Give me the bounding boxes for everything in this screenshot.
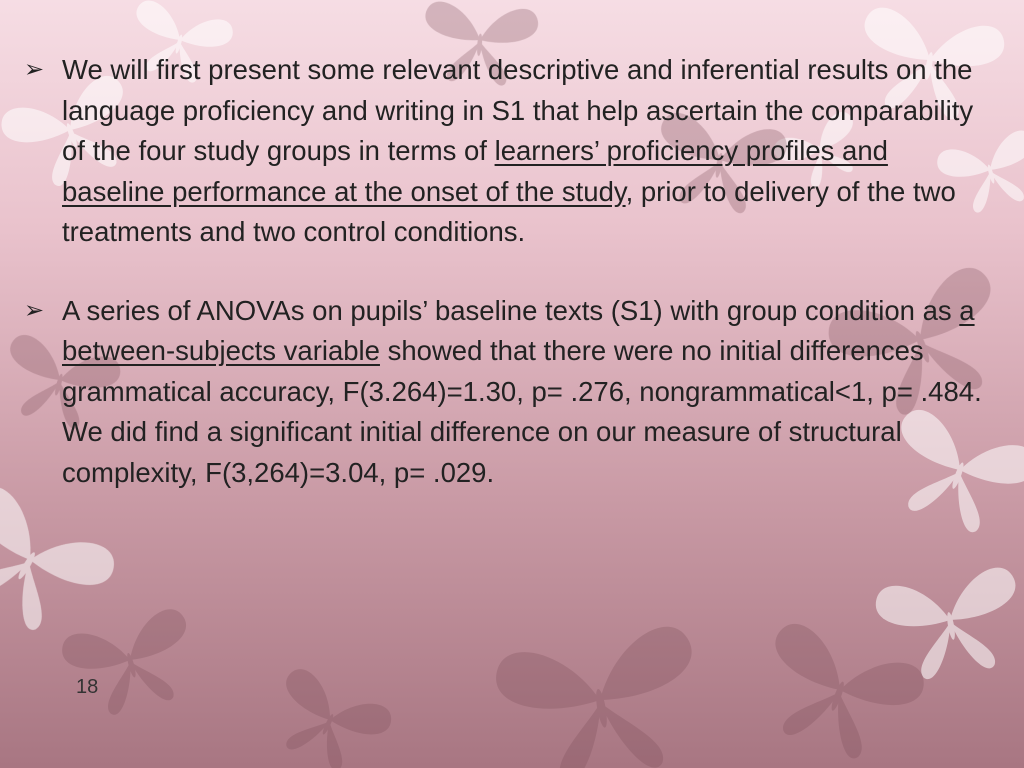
bullet-point-1 [22, 50, 982, 253]
bullet-2-text-end: showed that there were no initial differences grammatical accuracy, F(3.264)=1.30, p= .276, nongrammatical<1, p= .484. We did find a significant initial difference on our measure of structural complexity, F(3,264)=3.04, p= .029. [62, 335, 982, 488]
bullet-1-text: We will first present some relevant descriptive and inferential results on the language proficiency and writing in S1 that help ascertain the comparability of the four study groups in terms of [62, 54, 974, 166]
bullet-point-2 [22, 291, 982, 494]
arrow-bullet-icon: ➢ [24, 296, 45, 324]
bullet-1-underlined-text: learners’ proficiency profiles and baseline performance at the onset of the study [62, 135, 888, 207]
bullet-2-text: A series of ANOVAs on pupils’ baseline texts (S1) with group condition as [62, 294, 960, 326]
page-number: 18 [76, 676, 99, 698]
bullet-1-text-end: , prior to delivery of the two treatments and two control conditions. [62, 175, 956, 247]
bullet-2-underlined-text: a between-subjects variable [62, 294, 975, 366]
slide-content [22, 50, 982, 493]
arrow-bullet-icon: ➢ [24, 56, 45, 83]
